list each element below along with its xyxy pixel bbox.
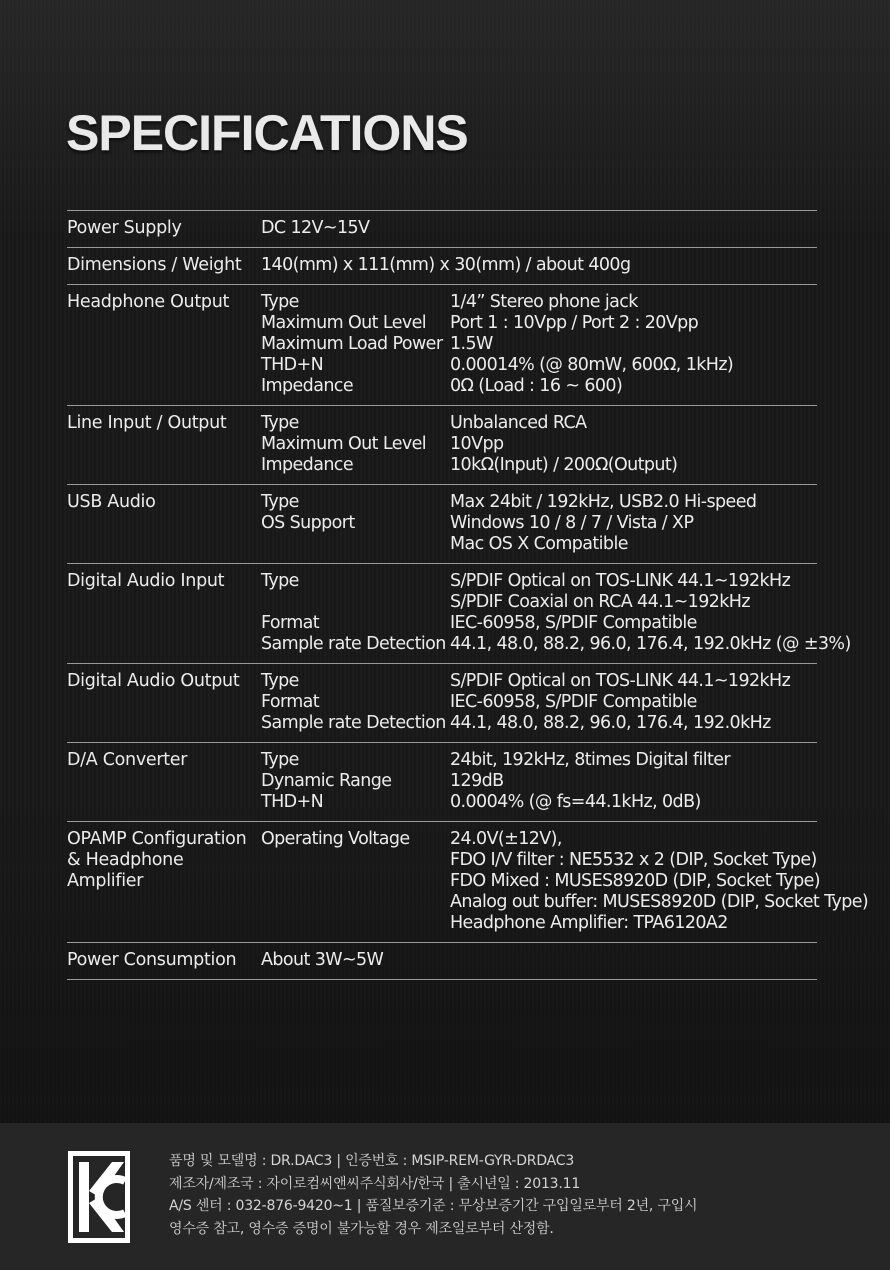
spec-label: Sample rate Detection — [261, 713, 446, 733]
spec-category: Digital Audio Input — [67, 571, 225, 591]
spec-details — [261, 571, 851, 655]
spec-values — [450, 713, 817, 734]
spec-label: Type — [261, 750, 299, 770]
spec-details — [261, 829, 868, 934]
page-title: SPECIFICATIONS — [66, 105, 468, 161]
spec-details — [261, 218, 817, 239]
spec-item — [261, 513, 817, 555]
spec-values — [450, 692, 817, 713]
spec-values — [450, 829, 868, 934]
spec-value: 140(mm) x 111(mm) x 30(mm) / about 400g — [261, 255, 631, 275]
spec-value: 0Ω (Load : 16 ~ 600) — [450, 376, 623, 396]
spec-values — [450, 513, 817, 555]
spec-values — [450, 571, 851, 613]
spec-label: Operating Voltage — [261, 829, 410, 849]
spec-category: Digital Audio Output — [67, 671, 240, 691]
spec-item — [261, 492, 817, 513]
spec-item — [261, 634, 851, 655]
spec-label: Maximum Load Power — [261, 334, 443, 354]
spec-details — [261, 492, 817, 555]
spec-label: Type — [261, 413, 299, 433]
spec-item — [261, 571, 851, 613]
spec-table — [67, 210, 869, 980]
certification-line: 품명 및 모델명 : DR.DAC3 | 인증번호 : MSIP-REM-GYR-DRDAC3 — [169, 1153, 575, 1169]
spec-category: D/A Converter — [67, 750, 188, 770]
spec-values — [450, 313, 817, 334]
spec-row — [67, 211, 817, 248]
spec-label: Impedance — [261, 455, 353, 475]
spec-values — [450, 334, 817, 355]
spec-value: 44.1, 48.0, 88.2, 96.0, 176.4, 192.0kHz (@ ±3%) — [450, 634, 851, 654]
spec-values — [450, 613, 851, 634]
certification-info — [169, 1150, 697, 1240]
spec-row — [67, 248, 817, 285]
spec-item — [261, 692, 817, 713]
spec-value: IEC-60958, S/PDIF Compatible — [450, 692, 697, 712]
spec-item — [261, 713, 817, 734]
spec-item — [261, 750, 817, 771]
spec-item — [261, 792, 817, 813]
spec-value: 24.0V(±12V), — [450, 829, 562, 849]
spec-category: OPAMP Configuration & Headphone Amplifier — [67, 829, 247, 891]
spec-category: Line Input / Output — [67, 413, 227, 433]
spec-label: THD+N — [261, 792, 324, 812]
kc-mark-icon — [68, 1151, 130, 1243]
spec-value: S/PDIF Optical on TOS-LINK 44.1~192kHz — [450, 671, 791, 691]
spec-value: S/PDIF Optical on TOS-LINK 44.1~192kHz — [450, 571, 791, 591]
spec-values — [450, 413, 817, 434]
spec-item — [261, 376, 817, 397]
spec-label: Dynamic Range — [261, 771, 392, 791]
spec-value: FDO Mixed : MUSES8920D (DIP, Socket Type) — [450, 871, 821, 891]
spec-value: S/PDIF Coaxial on RCA 44.1~192kHz — [450, 592, 750, 612]
spec-value: Analog out buffer: MUSES8920D (DIP, Socket Type) — [450, 892, 869, 912]
spec-label: Type — [261, 492, 299, 512]
certification-line: 영수증 참고, 영수증 증명이 불가능할 경우 제조일로부터 산정함. — [169, 1220, 554, 1237]
spec-value: Port 1 : 10Vpp / Port 2 : 20Vpp — [450, 313, 699, 333]
spec-label: Maximum Out Level — [261, 434, 427, 454]
spec-label: OS Support — [261, 513, 355, 533]
spec-label: Impedance — [261, 376, 353, 396]
spec-row — [67, 822, 869, 943]
spec-value: 0.0004% (@ fs=44.1kHz, 0dB) — [450, 792, 701, 812]
spec-value: 44.1, 48.0, 88.2, 96.0, 176.4, 192.0kHz — [450, 713, 771, 733]
spec-values — [450, 750, 817, 771]
spec-item — [261, 355, 817, 376]
spec-value: 10kΩ(Input) / 200Ω(Output) — [450, 455, 678, 475]
spec-item — [261, 771, 817, 792]
spec-category: Headphone Output — [67, 292, 230, 312]
spec-category: Power Supply — [67, 218, 182, 238]
spec-label: Format — [261, 692, 320, 712]
spec-value: About 3W~5W — [261, 950, 384, 970]
spec-row — [67, 285, 817, 406]
spec-row — [67, 664, 817, 743]
certification-line: A/S 센터 : 032-876-9420~1 | 품질보증기준 : 무상보증기간 구입일로부터 2년, 구입시 — [169, 1198, 698, 1215]
spec-item — [261, 313, 817, 334]
spec-values — [450, 792, 817, 813]
spec-details — [261, 255, 817, 276]
spec-label: Maximum Out Level — [261, 313, 427, 333]
spec-value: 129dB — [450, 771, 504, 791]
spec-values — [450, 455, 817, 476]
spec-label: Sample rate Detection — [261, 634, 446, 654]
spec-value: Windows 10 / 8 / 7 / Vista / XP — [450, 513, 694, 533]
spec-value: IEC-60958, S/PDIF Compatible — [450, 613, 697, 633]
spec-item — [261, 671, 817, 692]
spec-value: Unbalanced RCA — [450, 413, 587, 433]
spec-label: Format — [261, 613, 320, 633]
spec-values — [450, 771, 817, 792]
spec-details — [261, 950, 817, 971]
spec-row — [67, 564, 851, 664]
spec-item — [261, 829, 868, 934]
spec-value: Mac OS X Compatible — [450, 534, 628, 554]
spec-label: Type — [261, 671, 299, 691]
spec-item — [261, 434, 817, 455]
spec-values — [450, 376, 817, 397]
spec-label: Type — [261, 292, 299, 312]
spec-item — [261, 413, 817, 434]
spec-category: USB Audio — [67, 492, 156, 512]
spec-value: Headphone Amplifier: TPA6120A2 — [450, 913, 728, 933]
spec-value: 10Vpp — [450, 434, 504, 454]
spec-values — [450, 671, 817, 692]
spec-category: Dimensions / Weight — [67, 255, 242, 275]
spec-value: Max 24bit / 192kHz, USB2.0 Hi-speed — [450, 492, 757, 512]
spec-values — [450, 292, 817, 313]
spec-value: 1/4” Stereo phone jack — [450, 292, 638, 312]
certification-line: 제조자/제조국 : 자이로컴씨앤씨주식회사/한국 | 출시년일 : 2013.11 — [169, 1175, 581, 1192]
spec-row — [67, 943, 817, 980]
spec-values — [450, 355, 817, 376]
spec-category: Power Consumption — [67, 950, 237, 970]
spec-details — [261, 671, 817, 734]
spec-item — [261, 613, 851, 634]
spec-label: Type — [261, 571, 299, 591]
spec-value: DC 12V~15V — [261, 218, 370, 238]
spec-value: 1.5W — [450, 334, 493, 354]
spec-value: FDO I/V filter : NE5532 x 2 (DIP, Socket Type) — [450, 850, 817, 870]
spec-value: 24bit, 192kHz, 8times Digital filter — [450, 750, 731, 770]
spec-row — [67, 406, 817, 485]
spec-value: 0.00014% (@ 80mW, 600Ω, 1kHz) — [450, 355, 734, 375]
spec-details — [261, 292, 817, 397]
spec-values — [450, 434, 817, 455]
spec-details — [261, 413, 817, 476]
spec-values — [450, 492, 817, 513]
spec-row — [67, 485, 817, 564]
spec-item — [261, 292, 817, 313]
spec-item — [261, 334, 817, 355]
spec-values — [450, 634, 851, 655]
spec-label: THD+N — [261, 355, 324, 375]
certification-footer — [0, 1123, 890, 1270]
spec-item — [261, 455, 817, 476]
spec-details — [261, 750, 817, 813]
spec-row — [67, 743, 817, 822]
